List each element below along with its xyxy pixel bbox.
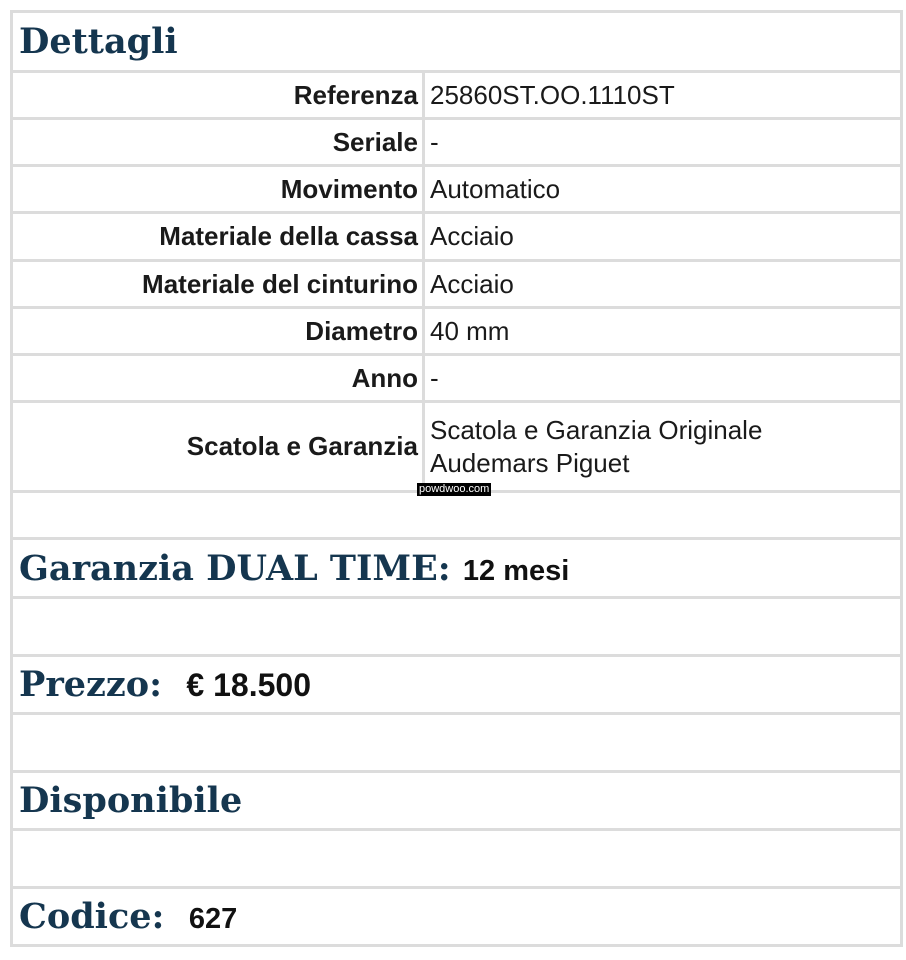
price-label: Prezzo: [19,664,163,705]
code-label: Codice: [19,896,165,937]
detail-row-materiale-cassa [12,213,902,261]
detail-label: Diametro [12,308,424,355]
spacer-row [12,830,902,888]
detail-value: - [424,355,902,402]
detail-label: Scatola e Garanzia [12,402,424,492]
detail-value: Automatico [424,166,902,213]
code-row [12,888,902,946]
spacer-row [12,598,902,656]
detail-row-referenza [12,72,902,119]
details-title: Dettagli [19,21,178,62]
warranty-label: Garanzia DUAL TIME: [19,547,451,589]
code-value: 627 [188,903,238,935]
detail-value-line: Scatola e Garanzia Originale [430,414,763,445]
availability-row [12,772,902,830]
detail-value-line: Audemars Piguet [430,447,630,478]
detail-label: Movimento [12,166,424,213]
detail-row-materiale-cinturino [12,261,902,308]
detail-label: Materiale della cassa [12,213,424,261]
detail-row-movimento [12,166,902,213]
spacer-row [12,714,902,772]
detail-value: Acciaio [424,213,902,261]
availability-label: Disponibile [19,780,243,821]
detail-value: 40 mm [424,308,902,355]
warranty-value: 12 mesi [462,554,570,587]
detail-label: Anno [12,355,424,402]
details-heading [12,12,902,72]
detail-row-diametro [12,308,902,355]
detail-label: Referenza [12,72,424,119]
detail-value: Acciaio [424,261,902,308]
price-row [12,656,902,714]
warranty-row [12,539,902,598]
detail-label: Seriale [12,119,424,166]
detail-value: - [424,119,902,166]
detail-row-anno [12,355,902,402]
detail-row-seriale [12,119,902,166]
detail-value [419,402,902,495]
detail-value: 25860ST.OO.1110ST [424,72,902,119]
price-value: € 18.500 [186,667,311,703]
detail-label: Materiale del cinturino [12,261,424,308]
watermark: powdwoo.com [419,483,490,495]
details-table [10,10,903,947]
spacer-row [12,492,902,539]
detail-row-scatola-garanzia [12,402,902,492]
